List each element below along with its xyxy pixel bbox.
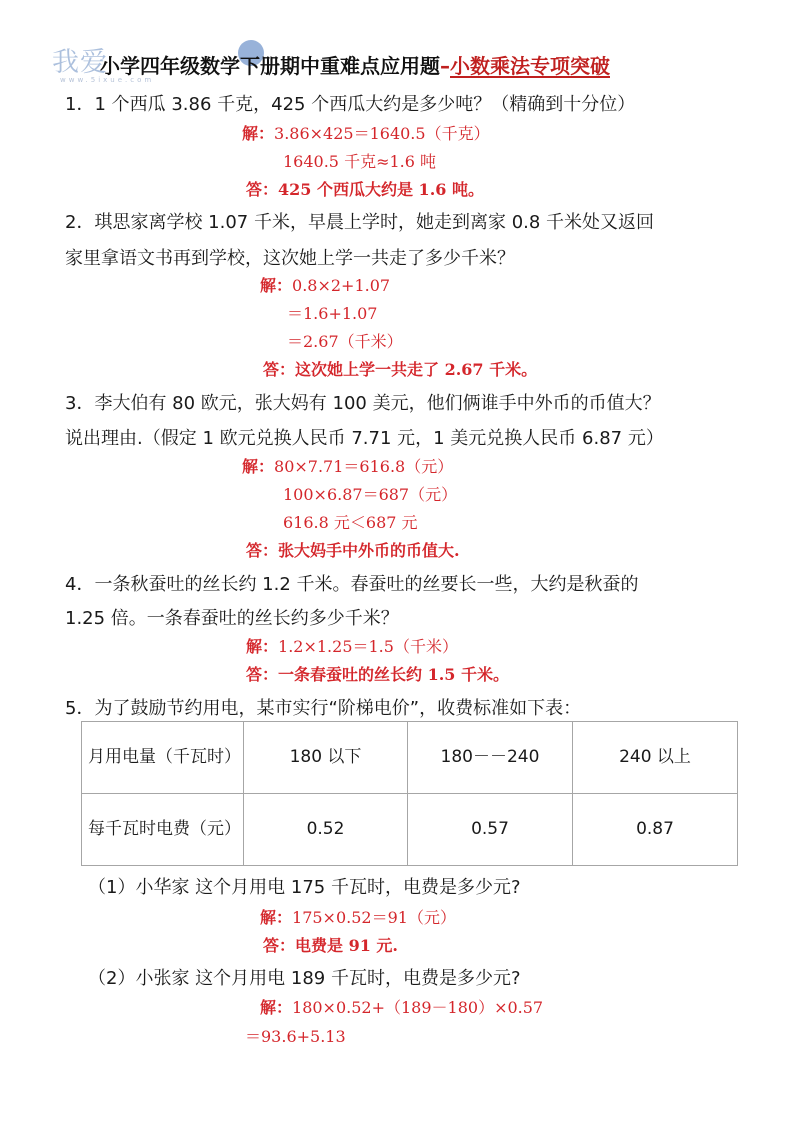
title-separator: – bbox=[440, 54, 450, 78]
problem-3-solution-line: 100×6.87＝687（元） bbox=[283, 485, 458, 504]
problem-4-solution-line: 解：1.2×1.25＝1.5（千米） bbox=[246, 637, 458, 656]
problem-2-text: 家里拿语文书再到学校，这次她上学一共走了多少千米？ bbox=[65, 248, 515, 269]
title-highlight: 小数乘法专项突破 bbox=[450, 54, 610, 78]
problem-1-solution-line: 解：3.86×425＝1640.5（千克） bbox=[242, 124, 490, 143]
problem-3-solution-line: 解：80×7.71＝616.8（元） bbox=[242, 457, 454, 476]
table-cell: 240 以上 bbox=[573, 722, 738, 794]
problem-1-answer: 答：425 个西瓜大约是 1.6 吨。 bbox=[246, 180, 484, 199]
problem-2-text: 2．琪思家离学校 1.07 千米，早晨上学时，她走到离家 0.8 千米处又返回 bbox=[65, 212, 655, 233]
table-cell: 月用电量（千瓦时） bbox=[82, 722, 244, 794]
problem-5-sub-1-solution-line: 解：175×0.52＝91（元） bbox=[260, 908, 456, 927]
problem-2-solution-line: ＝1.6+1.07 bbox=[287, 304, 378, 323]
title-main: 小学四年级数学下册期中重难点应用题 bbox=[100, 54, 440, 78]
problem-5-text: 5．为了鼓励节约用电，某市实行“阶梯电价”，收费标准如下表： bbox=[65, 698, 582, 719]
problem-2-solution-line: ＝2.67（千米） bbox=[287, 332, 403, 351]
table-row bbox=[82, 722, 738, 794]
watermark-text: 我爱 bbox=[52, 47, 108, 78]
problem-3-solution-line: 616.8 元＜687 元 bbox=[283, 513, 418, 532]
electricity-price-table bbox=[81, 721, 738, 866]
page-title bbox=[100, 50, 610, 79]
problem-4-answer: 答：一条春蚕吐的丝长约 1.5 千米。 bbox=[246, 665, 509, 684]
problem-2-solution-line: 解：0.8×2+1.07 bbox=[260, 276, 391, 295]
problem-3-text: 说出理由.（假定 1 欧元兑换人民币 7.71 元，1 美元兑换人民币 6.87 元） bbox=[65, 428, 664, 449]
table-cell: 0.87 bbox=[573, 794, 738, 866]
problem-5-sub-1-answer: 答：电费是 91 元. bbox=[263, 936, 398, 955]
problem-5-sub-2-question: （2）小张家 这个月用电 189 千瓦时，电费是多少元? bbox=[88, 968, 521, 989]
problem-3-text: 3．李大伯有 80 欧元，张大妈有 100 美元，他们俩谁手中外币的币值大？ bbox=[65, 393, 661, 414]
problem-4-text: 4．一条秋蚕吐的丝长约 1.2 千米。春蚕吐的丝要长一些，大约是秋蚕的 bbox=[65, 574, 639, 595]
table-cell: 0.52 bbox=[244, 794, 408, 866]
watermark-subtext: www.5ixue.com bbox=[60, 76, 155, 84]
problem-3-answer: 答：张大妈手中外币的币值大. bbox=[246, 541, 460, 560]
problem-5-sub-2-solution-line: 解：180×0.52+（189－180）×0.57 bbox=[260, 998, 544, 1017]
table-cell: 180－－240 bbox=[408, 722, 573, 794]
table-row bbox=[82, 794, 738, 866]
table-cell: 0.57 bbox=[408, 794, 573, 866]
problem-4-text: 1.25 倍。一条春蚕吐的丝长约多少千米？ bbox=[65, 608, 399, 629]
problem-1-text: 1．1 个西瓜 3.86 千克，425 个西瓜大约是多少吨？（精确到十分位） bbox=[65, 94, 636, 115]
problem-5-sub-1-question: （1）小华家 这个月用电 175 千瓦时，电费是多少元? bbox=[88, 877, 521, 898]
table-cell: 180 以下 bbox=[244, 722, 408, 794]
problem-2-answer: 答：这次她上学一共走了 2.67 千米。 bbox=[263, 360, 538, 379]
table-cell: 每千瓦时电费（元） bbox=[82, 794, 244, 866]
problem-1-solution-line: 1640.5 千克≈1.6 吨 bbox=[283, 152, 437, 171]
problem-5-sub-2-solution-line: ＝93.6+5.13 bbox=[245, 1027, 346, 1046]
